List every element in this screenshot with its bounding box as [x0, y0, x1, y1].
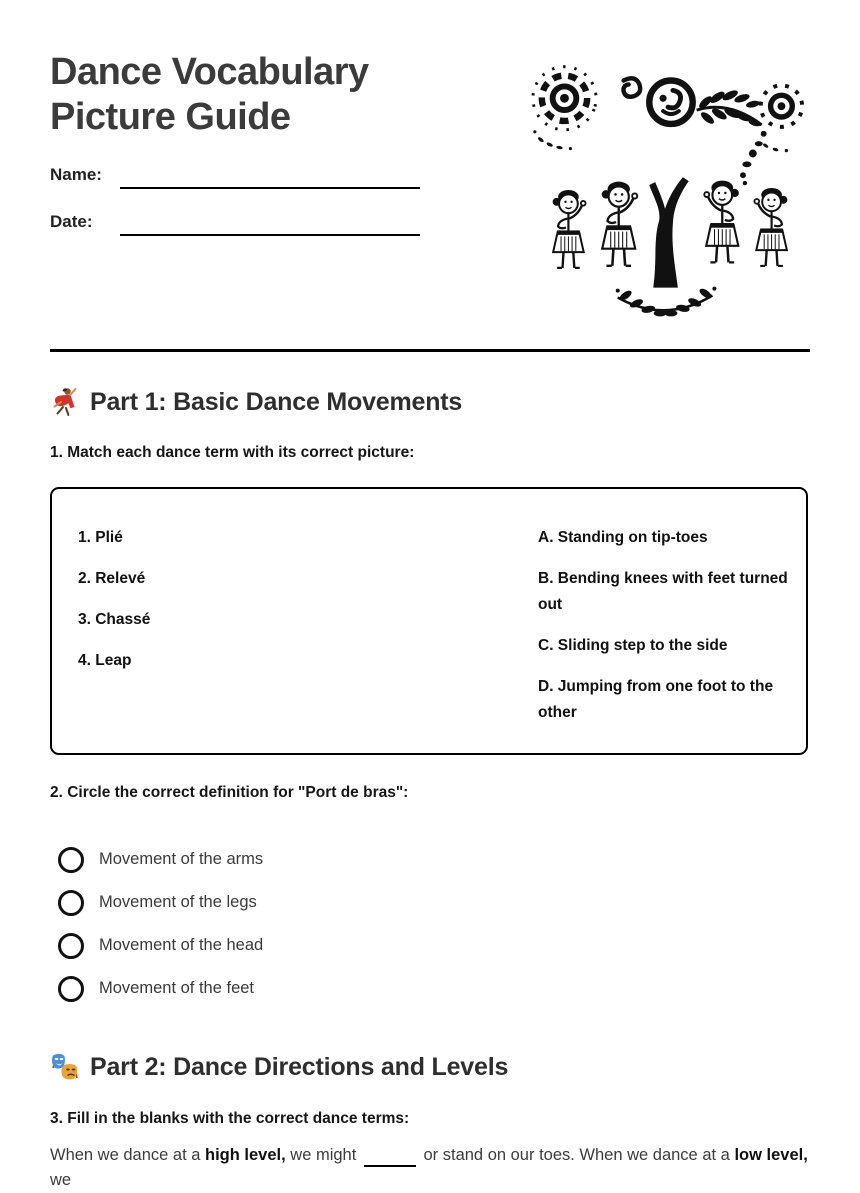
radio-option-label: Movement of the legs: [99, 893, 257, 911]
radio-button[interactable]: [58, 847, 84, 873]
fill-blank-line[interactable]: [364, 1147, 416, 1167]
radio-option-label: Movement of the arms: [99, 850, 264, 868]
match-terms-column: [78, 525, 150, 689]
part1-heading: [50, 387, 462, 417]
radio-option-row: [58, 967, 263, 1010]
radio-option-row: [58, 881, 263, 924]
sentence-segment: or stand on our toes. When we dance at a: [418, 1146, 735, 1164]
radio-button[interactable]: [58, 933, 84, 959]
sentence-segment: When we dance at a: [50, 1146, 206, 1164]
match-definition: B. Bending knees with feet turned out: [538, 570, 788, 613]
question3-text: 3. Fill in the blanks with the correct dance terms:: [50, 1110, 410, 1127]
radio-button[interactable]: [58, 976, 84, 1002]
question2-text: 2. Circle the correct definition for "Port de bras":: [50, 784, 409, 801]
name-label: Name:: [50, 165, 102, 184]
part2-heading: [50, 1052, 508, 1082]
question1-text: 1. Match each dance term with its correct picture:: [50, 444, 415, 461]
radio-option-label: Movement of the feet: [99, 979, 255, 997]
match-box: [50, 487, 808, 755]
radio-button[interactable]: [58, 890, 84, 916]
match-term: 4. Leap: [78, 652, 132, 669]
section-divider: [50, 349, 810, 352]
match-definition: A. Standing on tip-toes: [538, 529, 708, 546]
bold-term-low-level: low level,: [734, 1146, 808, 1164]
part2-heading-text: Part 2: Dance Directions and Levels: [90, 1052, 509, 1081]
radio-option-row: [58, 924, 263, 967]
fill-in-blanks-sentence: [50, 1143, 812, 1193]
radio-option-label: Movement of the head: [99, 936, 264, 954]
date-input-line[interactable]: [120, 234, 420, 236]
question2-options: [58, 838, 263, 1010]
page-title: Dance Vocabulary Picture Guide: [50, 51, 369, 138]
bold-term-high-level: high level,: [205, 1146, 286, 1164]
dance-clipart-illustration: [527, 50, 813, 333]
sentence-segment: we might: [285, 1146, 361, 1164]
match-definition: D. Jumping from one foot to the other: [538, 678, 774, 721]
part1-heading-text: Part 1: Basic Dance Movements: [90, 387, 463, 416]
name-input-line[interactable]: [120, 187, 420, 189]
match-definitions-column: [538, 525, 800, 741]
date-label: Date:: [50, 212, 93, 231]
match-term: 3. Chassé: [78, 611, 151, 628]
radio-option-row: [58, 838, 263, 881]
woman-dancing-emoji-icon: [50, 387, 80, 417]
sentence-segment: we: [50, 1171, 72, 1189]
performing-arts-masks-emoji-icon: [50, 1052, 80, 1082]
match-definition: C. Sliding step to the side: [538, 637, 728, 654]
match-term: 2. Relevé: [78, 570, 146, 587]
match-term: 1. Plié: [78, 529, 123, 546]
